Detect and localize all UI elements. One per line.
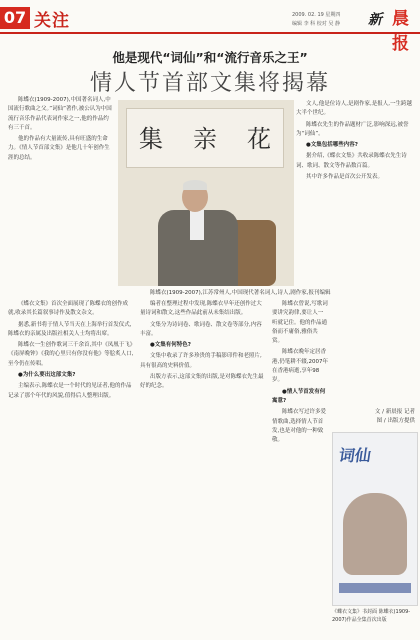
- byline-line: 文 / 新晨报 记者: [374, 409, 415, 415]
- issue-date: 2009. 02. 19 星期四: [292, 12, 341, 18]
- body-paragraph: 据悉,新书将于情人节当天在上海举行首发仪式,陈蝶衣的亲属及出版社相关人士均将出席。: [8, 321, 132, 337]
- article-intro: [8, 96, 112, 165]
- body-paragraph: 文集分为诗词卷、歌词卷、散文卷等部分,内容丰富。: [140, 321, 262, 337]
- byline-line: 图 / 出版方提供: [376, 418, 415, 424]
- calligraphy-char: 亲: [193, 125, 217, 153]
- page-number: 07: [0, 7, 30, 29]
- book-caption: 《蝶衣文集》书封面 陈蝶衣(1909-2007)作品全集首次出版: [332, 609, 411, 623]
- question-heading: ●为什么要出这部文集?: [18, 372, 76, 379]
- calligraphy-char: 集: [139, 125, 163, 153]
- body-column-1: [8, 300, 134, 403]
- intro-paragraph: 他的作品有大量流传,具有旺盛的生命力。《情人节首部文集》是他几十年创作生涯的总结。: [8, 136, 110, 161]
- calligraphy-scroll: [126, 108, 284, 168]
- body-paragraph: 陈蝶衣曾说,写歌词要讲究韵律,要让人一听就记住。他的作品通俗而不庸俗,雅俗共赏。: [272, 301, 328, 345]
- header-rule: [0, 32, 420, 34]
- body-paragraph: 主编表示,陈蝶衣是一个时代的见证者,他的作品记录了那个年代的风貌,值得后人整理出版。: [8, 383, 132, 399]
- logo-part-a: 新: [368, 12, 382, 28]
- article-subtitle: 他是现代“词仙”和“流行音乐之王”: [112, 50, 308, 65]
- question-heading: ●文集包括哪些内容?: [306, 142, 358, 149]
- right-column: [296, 100, 416, 184]
- body-column-2: [140, 300, 266, 394]
- logo-part-b: 晨报: [392, 9, 409, 54]
- question-heading: ●情人节首发有何寓意?: [272, 388, 326, 404]
- photo-caption: 陈蝶衣(1909-2007),江苏常州人,中国现代著名词人,诗人,剧作家,报刊编辑: [150, 290, 331, 296]
- body-paragraph: 据介绍,《蝶衣文集》共收录陈蝶衣先生诗词、歌词、散文等作品数百篇。: [296, 153, 407, 169]
- byline: [355, 408, 415, 426]
- body-paragraph: 陈蝶衣写过许多爱情歌曲,选择情人节首发,也是对他的一种致敬。: [272, 409, 327, 444]
- body-paragraph: 《蝶衣文集》首次全面展现了陈蝶衣的创作成就,收录其长篇叙事诗作及散文杂文。: [8, 301, 129, 317]
- body-paragraph: 编者在整理过程中发现,陈蝶衣早年还创作过大量诗词和散文,这些作品此前从未集结出版。: [140, 301, 262, 317]
- body-column-3: [272, 300, 328, 447]
- body-paragraph: 陈蝶衣晚年定居香港,仍笔耕不辍,2007年在香港病逝,享年98岁。: [272, 349, 328, 384]
- article-title: 情人节首部文集将揭幕: [89, 71, 330, 96]
- body-paragraph: 文人,他是位诗人,是剧作家,是报人,一生跨越大半个世纪。: [296, 101, 412, 117]
- man-hair: [183, 180, 207, 190]
- question-heading: ●文集有何特色?: [150, 342, 191, 349]
- shirt: [190, 210, 204, 240]
- body-paragraph: 陈蝶衣一生创作歌词三千余首,其中《凤凰于飞》《南屏晚钟》《我的心里只有你没有他》等脍炙人口,至今仍在传唱。: [8, 342, 134, 367]
- book-cover-image: [332, 432, 418, 606]
- calligraphy-char: 花: [247, 125, 271, 153]
- page-header: [0, 0, 420, 54]
- body-paragraph: 陈蝶衣先生的作品题材广泛,影响深远,被誉为“词仙”。: [296, 121, 409, 137]
- book-footer-band: [339, 583, 411, 593]
- body-paragraph: 其中许多作品是首次公开发表。: [306, 174, 384, 181]
- body-paragraph: 文集中收录了许多珍贵的手稿影印件和老照片,具有很高的史料价值。: [140, 353, 262, 369]
- newspaper-logo: [368, 4, 418, 54]
- body-paragraph: 出版方表示,这部文集的出版,是对陈蝶衣先生最好的纪念。: [140, 374, 264, 390]
- intro-paragraph: 陈蝶衣(1909-2007),中国著名词人,中国流行歌曲之父。”词仙”著作,被公认为中国流行音乐作品代表词作家之一,他的作品约有三千首。: [8, 97, 112, 131]
- book-portrait: [343, 493, 407, 575]
- section-name: 关注: [34, 11, 70, 31]
- editor-line: 编辑 李 科 校对 吴 静: [292, 21, 340, 27]
- book-title: 词仙: [337, 446, 373, 465]
- portrait-photo: [118, 100, 294, 286]
